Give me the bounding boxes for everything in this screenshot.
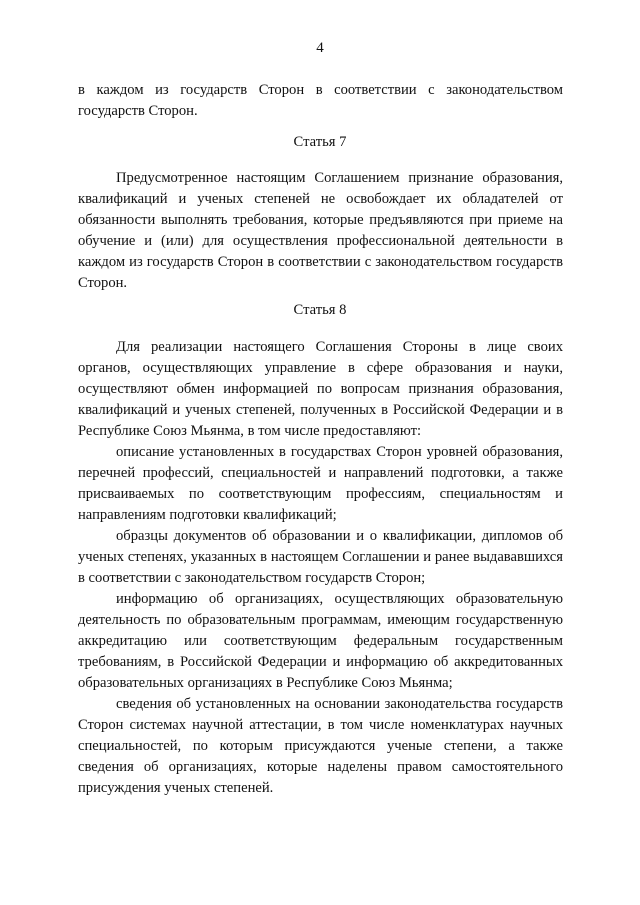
article-8-paragraph-intro: Для реализации настоящего Соглашения Стороны в лице своих органов, осуществляющих управление в сфере образования и науки, осуществляют обмен информацией по вопросам признания образования, квалификаций и ученых степеней, полученных в Российской Федерации и в Республике Союз Мьянма, в том числе предоставляют:: [78, 339, 563, 439]
article-7-body: [78, 168, 563, 294]
article-8-paragraph-organizations: информацию об организациях, осуществляющих образовательную деятельность по образовательным программам, имеющим государственную аккредитацию или соответствующим федеральным государственным требованиям, в Российской Федерации и информацию об аккредитованных образовательных организациях в Республике Союз Мьянма;: [78, 591, 563, 691]
continuation-paragraph: в каждом из государств Сторон в соответствии с законодательством государств Сторон.: [78, 82, 563, 119]
article-7-heading: Статья 7: [293, 134, 347, 150]
article-8-body: [78, 337, 563, 799]
continuation-text: [78, 80, 563, 122]
article-8-paragraph-samples: образцы документов об образовании и о квалификации, дипломов об ученых степенях, указанных в настоящем Соглашении и ранее выдававшихся в соответствии с законодательством государств Сторон;: [78, 528, 563, 586]
article-8-paragraph-descriptions: описание установленных в государствах Сторон уровней образования, перечней профессий, специальностей и направлений подготовки, а также присваиваемых по соответствующим профессиям, специальностям и направлениям подготовки квалификаций;: [78, 444, 563, 523]
page-number: 4: [316, 40, 324, 56]
article-8-heading: Статья 8: [293, 302, 347, 318]
article-8-paragraph-attestation: сведения об установленных на основании законодательства государств Сторон системах научной аттестации, в том числе номенклатурах научных специальностей, по которым присуждаются ученые степени, а также сведения об организациях, которые наделены правом самостоятельного присуждения ученых степеней.: [78, 696, 563, 796]
article-7-paragraph: Предусмотренное настоящим Соглашением признание образования, квалификаций и ученых степеней не освобождает их обладателей от обязанности выполнять требования, которые предъявляются при приеме на обучение и (или) для осуществления профессиональной деятельности в каждом из государств Сторон в соответствии с законодательством государств Сторон.: [78, 170, 563, 291]
